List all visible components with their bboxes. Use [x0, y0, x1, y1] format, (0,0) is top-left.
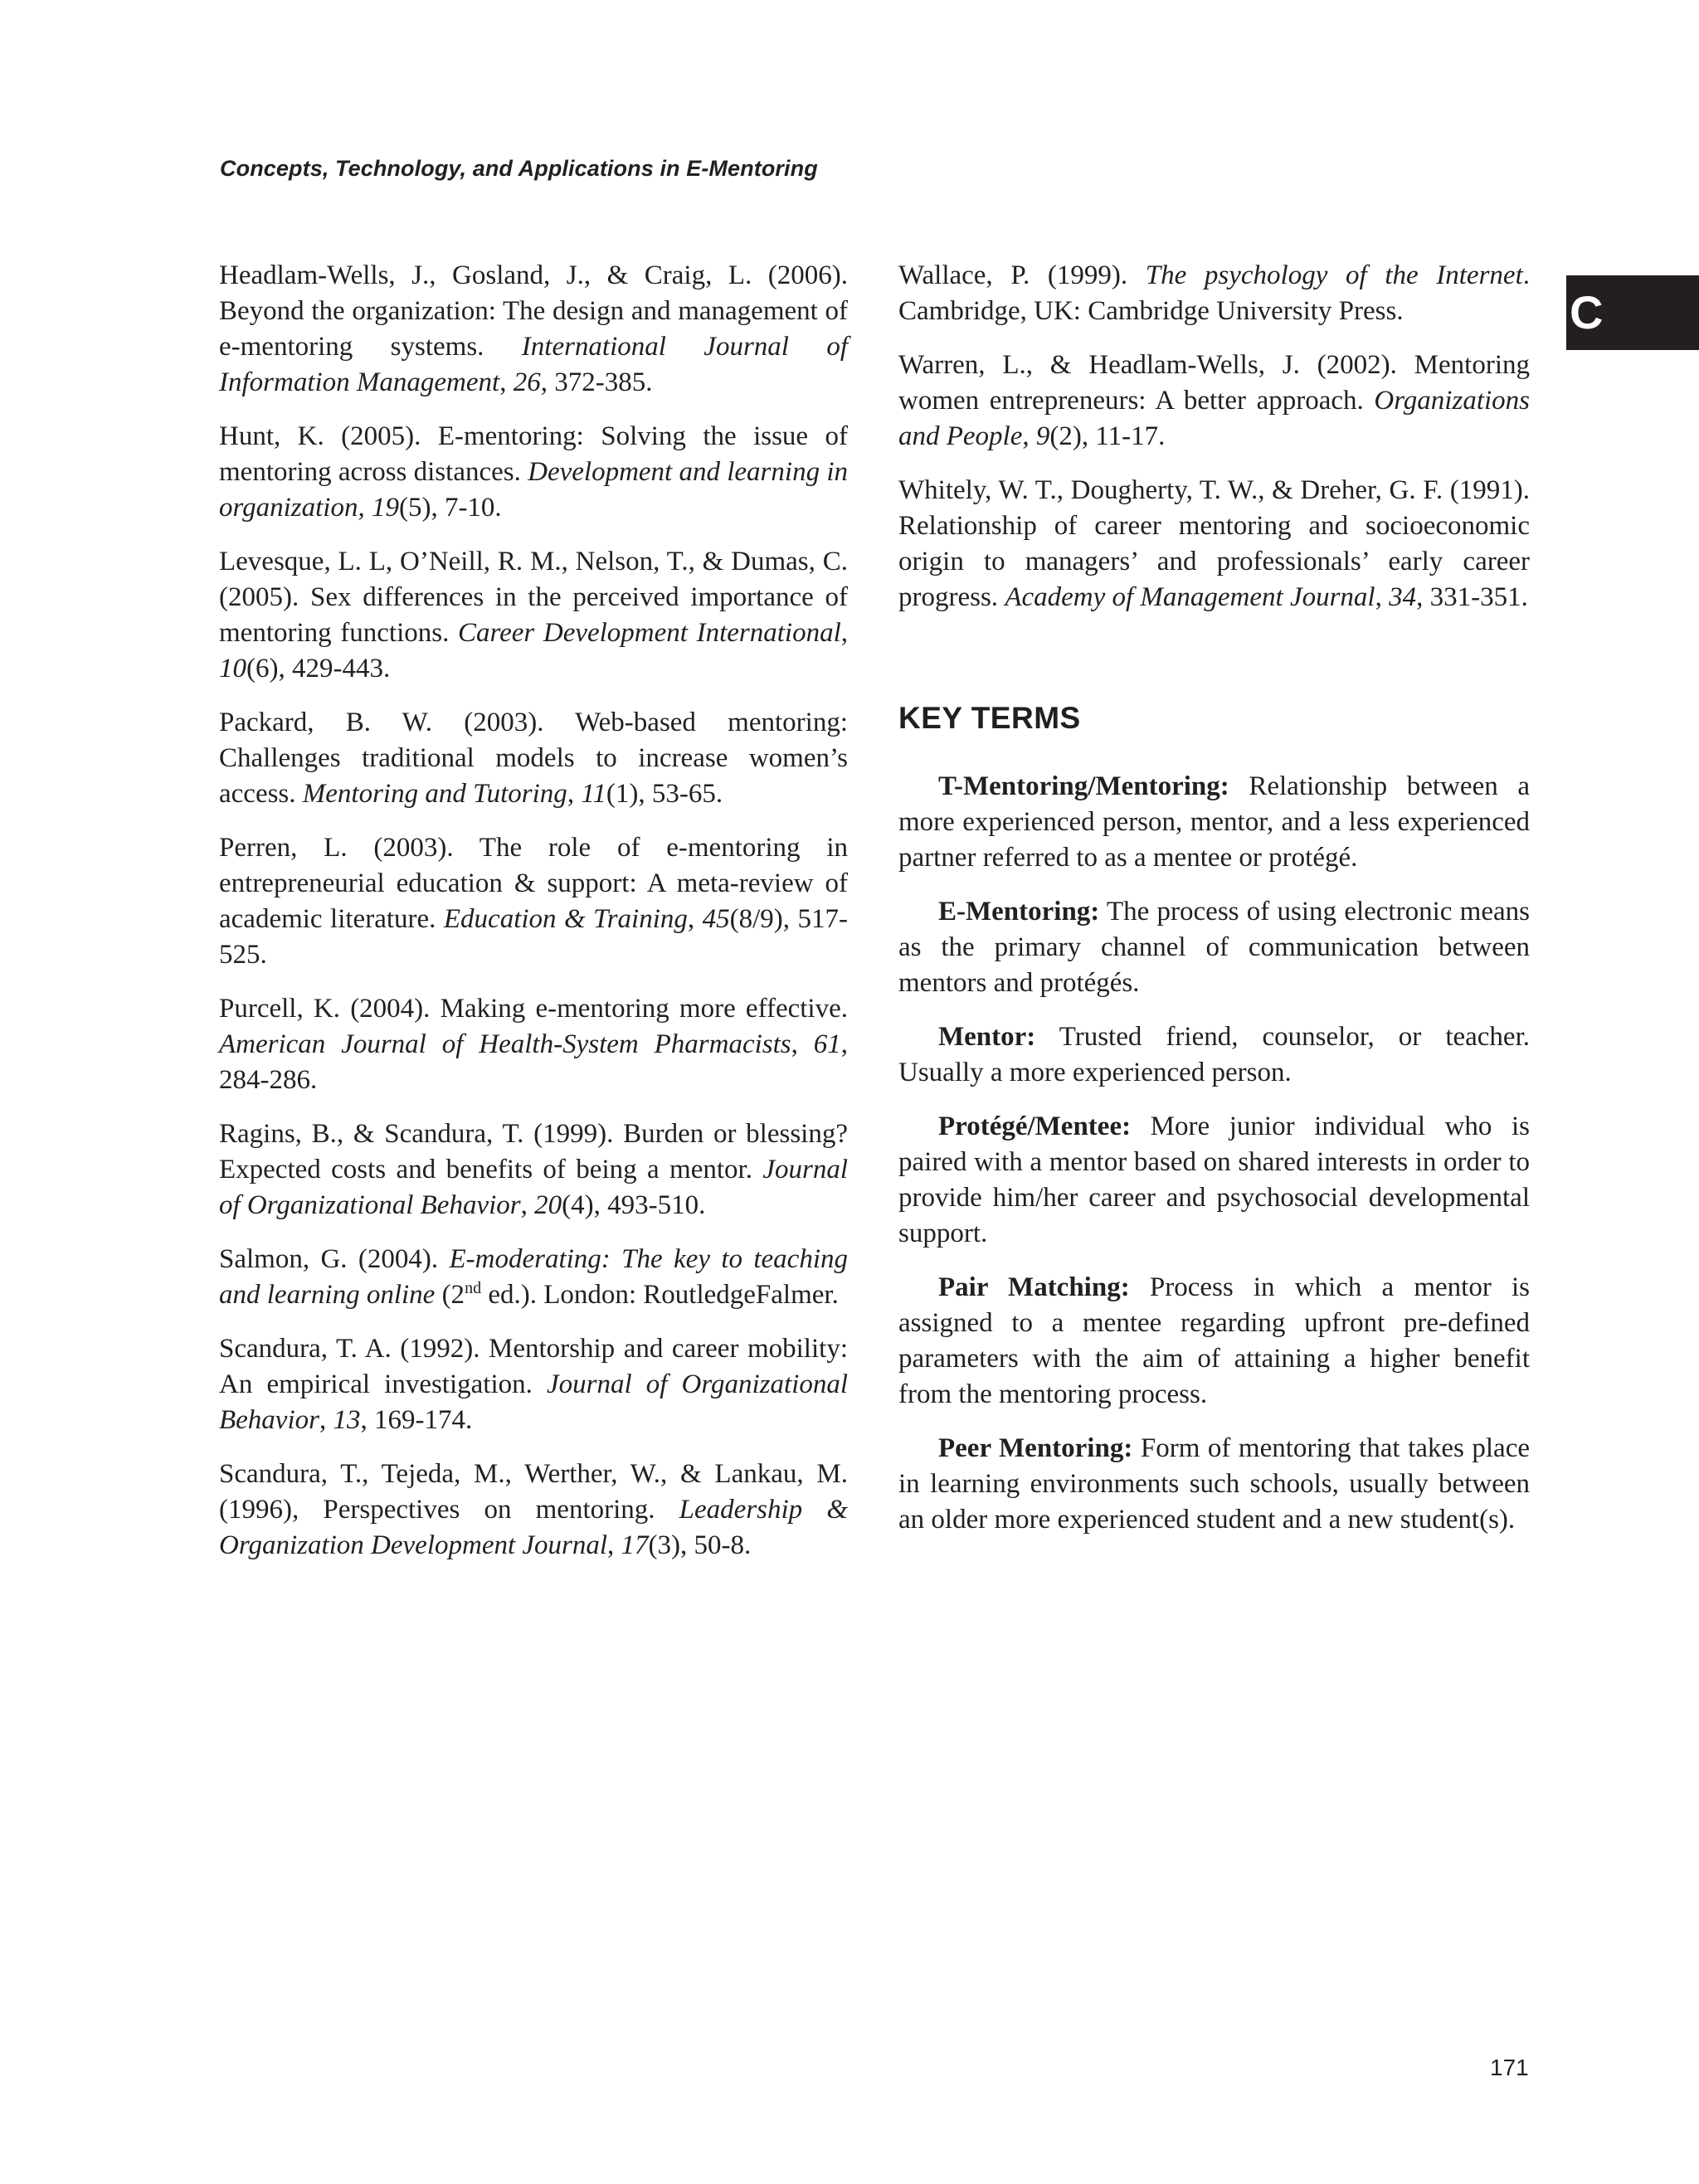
reference-entry: Whitely, W. T., Dougherty, T. W., & Dreher, G. F. (1991). Relationship of career mentoring and socioeconomic origin to managers’ and professionals’ early career progress. Academy of Management Journal, 34, 331-351.: [898, 475, 1530, 612]
reference-entry: Hunt, K. (2005). E-mentoring: Solving the issue of mentoring across distances. Development and learning in organization, 19(5), 7-10.: [219, 421, 848, 523]
key-term: E-Mentoring: The process of using electronic means as the primary channel of communication between mentors and protégés.: [898, 897, 1530, 998]
reference-entry: Scandura, T. A. (1992). Mentorship and career mobility: An empirical investigation. Journal of Organizational Behavior, 13, 169-174.: [219, 1334, 848, 1435]
left-column: [219, 258, 848, 1582]
reference-entry: Salmon, G. (2004). E-moderating: The key to teaching and learning online (2nd ed.). London: RoutledgeFalmer.: [219, 1244, 848, 1310]
key-term: T-Mentoring/Mentoring: Relationship between a more experienced person, mentor, and a less experienced partner referred to as a mentee or protégé.: [898, 771, 1530, 873]
key-term: Pair Matching: Process in which a mentor is assigned to a mentee regarding upfront pre-defined parameters with the aim of attaining a higher benefit from the mentoring process.: [898, 1272, 1530, 1409]
reference-entry: Perren, L. (2003). The role of e-mentoring in entrepreneurial education & support: A meta-review of academic literature. Education & Training, 45(8/9), 517-525.: [219, 833, 848, 970]
reference-entry: Packard, B. W. (2003). Web-based mentoring: Challenges traditional models to increase women’s access. Mentoring and Tutoring, 11(1), 53-65.: [219, 708, 848, 809]
reference-entry: Purcell, K. (2004). Making e-mentoring more effective. American Journal of Health-System Pharmacists, 61, 284-286.: [219, 994, 849, 1095]
key-term: Peer Mentoring: Form of mentoring that takes place in learning environments such schools, usually between an older more experienced student and a new student(s).: [898, 1433, 1531, 1535]
reference-entry: Levesque, L. L, O’Neill, R. M., Nelson, T., & Dumas, C. (2005). Sex differences in the perceived importance of mentoring functions. Career Development International, 10(6), 429-443.: [219, 547, 848, 683]
reference-entry: Headlam-Wells, J., Gosland, J., & Craig, L. (2006). Beyond the organization: The design and management of e-mentoring systems. International Journal of Information Management, 26, 372-385.: [219, 260, 848, 397]
key-terms-heading: KEY TERMS: [898, 701, 1081, 735]
reference-entry: Ragins, B., & Scandura, T. (1999). Burden or blessing? Expected costs and benefits of being a mentor. Journal of Organizational Behavior, 20(4), 493-510.: [219, 1119, 848, 1220]
page-number: 171: [1490, 2055, 1529, 2080]
key-term: Mentor: Trusted friend, counselor, or teacher. Usually a more experienced person.: [898, 1022, 1530, 1087]
reference-entry: Warren, L., & Headlam-Wells, J. (2002). Mentoring women entrepreneurs: A better approach. Organizations and People, 9(2), 11-17.: [898, 350, 1530, 451]
reference-entry: Wallace, P. (1999). The psychology of the Internet. Cambridge, UK: Cambridge University Press.: [898, 260, 1530, 326]
reference-entry: Scandura, T., Tejeda, M., Werther, W., & Lankau, M. (1996), Perspectives on mentoring. Leadership & Organization Development Journal, 17(3), 50-8.: [219, 1459, 848, 1560]
section-tab: C: [1566, 275, 1699, 350]
key-term: Protégé/Mentee: More junior individual who is paired with a mentor based on shared interests in order to provide him/her career and psychosocial developmental support.: [898, 1111, 1530, 1248]
running-header: Concepts, Technology, and Applications in E-Mentoring: [220, 156, 818, 181]
right-column: [898, 258, 1530, 1556]
